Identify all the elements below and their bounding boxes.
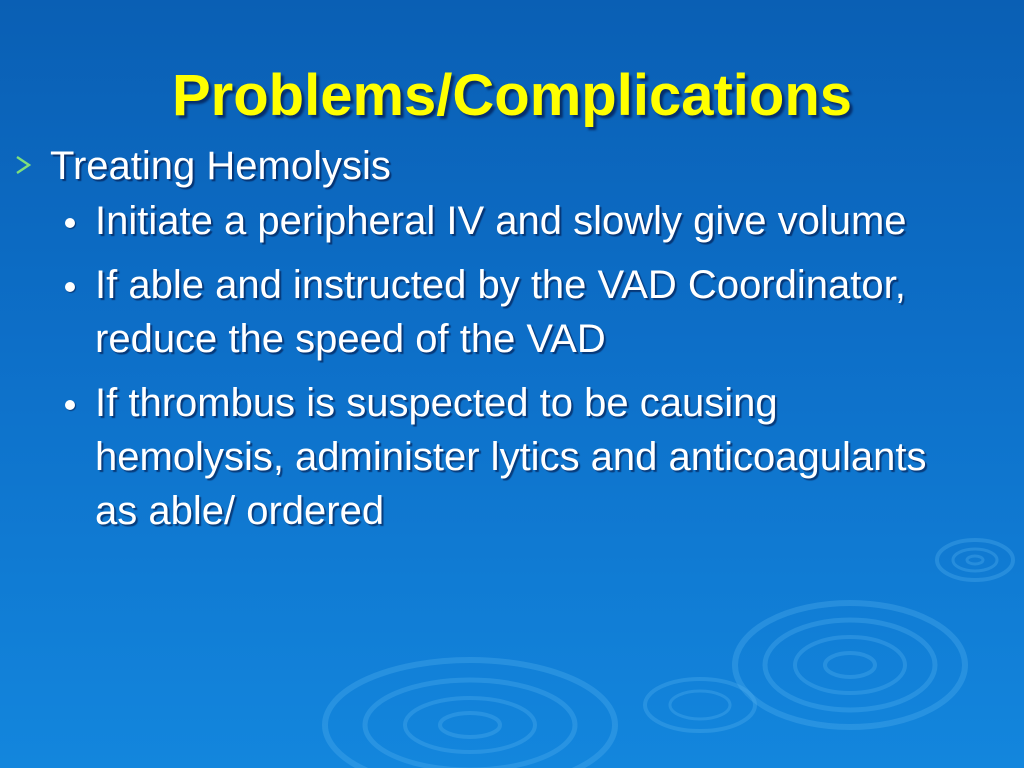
bullet-text: If thrombus is suspected to be causing hemolysis, administer lytics and anticoagulants as able/ ordered	[95, 381, 927, 533]
section-heading-item	[50, 140, 1024, 192]
section-heading: Treating Hemolysis	[50, 144, 391, 188]
slide-title: Problems/Complications	[171, 63, 853, 128]
bullet-dot-icon	[65, 282, 75, 292]
bullet-dot-icon	[65, 218, 75, 228]
chevron-arrow-icon	[12, 154, 34, 176]
list-item	[95, 194, 954, 248]
bullet-dot-icon	[65, 400, 75, 410]
list-item	[95, 258, 954, 366]
list-item	[95, 376, 954, 538]
slide-content	[0, 140, 1024, 548]
bullet-text: If able and instructed by the VAD Coordinator, reduce the speed of the VAD	[95, 263, 906, 361]
bullet-text: Initiate a peripheral IV and slowly give volume	[95, 199, 907, 243]
bullet-list	[0, 194, 1024, 538]
